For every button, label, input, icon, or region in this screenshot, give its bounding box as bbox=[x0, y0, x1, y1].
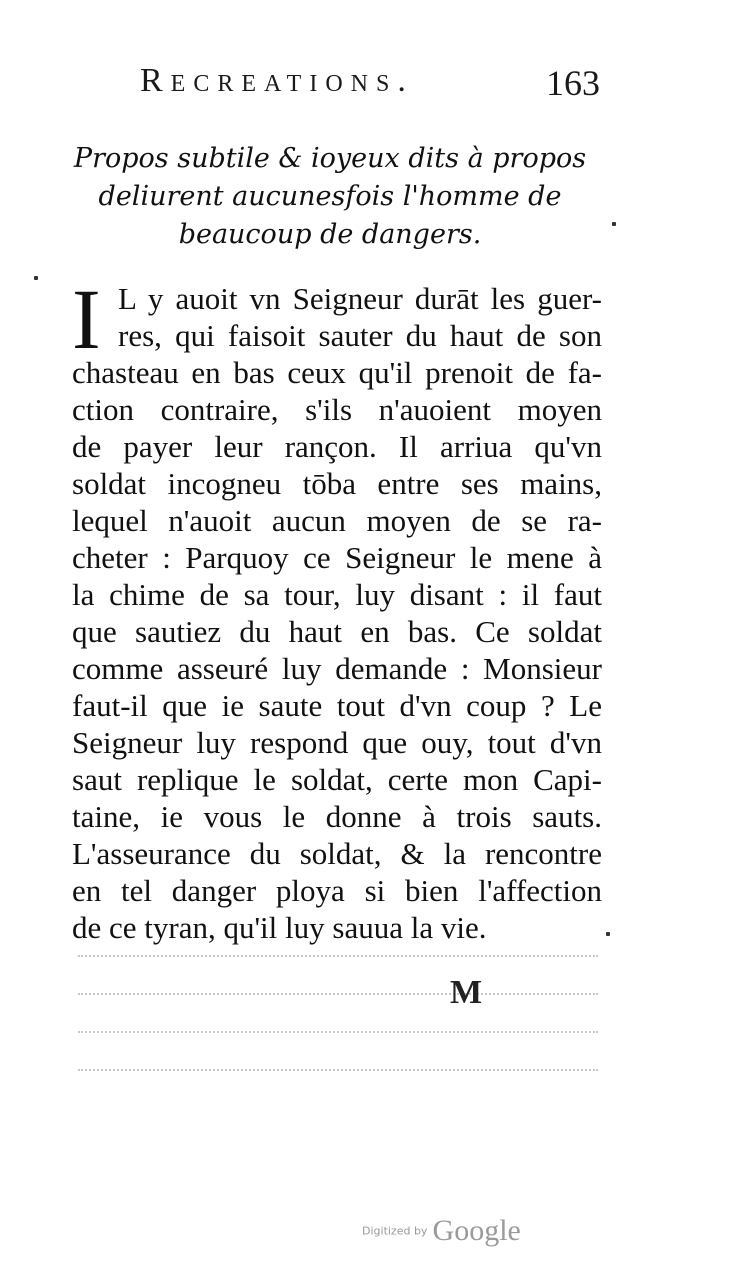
page-number: 163 bbox=[546, 63, 600, 103]
heading-line: beaucoup de dangers. bbox=[178, 219, 482, 250]
body-line: L y auoit vn Seigneur durāt les guer- bbox=[118, 281, 602, 316]
ink-speck bbox=[34, 276, 38, 280]
google-logo: Google bbox=[432, 1214, 521, 1247]
body-line: taine, ie vous le donne à trois sauts. bbox=[72, 799, 602, 834]
ink-speck bbox=[612, 222, 616, 226]
signature-mark: M bbox=[450, 974, 483, 1011]
body-line: ction contraire, s'ils n'auoient moyen bbox=[72, 392, 602, 427]
body-line: L'asseurance du soldat, & la rencontre bbox=[72, 836, 602, 871]
body-line: en tel danger ploya si bien l'affection bbox=[72, 873, 602, 908]
body-line: chasteau en bas ceux qu'il prenoit de fa- bbox=[72, 355, 602, 390]
digitized-watermark bbox=[362, 1214, 521, 1248]
show-through-line bbox=[78, 955, 598, 960]
show-through-line bbox=[78, 1031, 598, 1036]
drop-cap: I bbox=[72, 271, 101, 367]
ink-speck bbox=[606, 932, 610, 936]
section-heading bbox=[60, 140, 600, 254]
body-line: cheter : Parquoy ce Seigneur le mene à bbox=[72, 540, 602, 575]
body-paragraph bbox=[72, 271, 602, 946]
body-line: de ce tyran, qu'il luy sauua la vie. bbox=[72, 910, 487, 945]
running-title: Recreations. bbox=[140, 62, 414, 99]
body-line: de payer leur rançon. Il arriua qu'vn bbox=[72, 429, 602, 464]
show-through-line bbox=[78, 1069, 598, 1074]
body-line: Seigneur luy respond que ouy, tout d'vn bbox=[72, 725, 602, 760]
body-line: comme asseuré luy demande : Monsieur bbox=[72, 651, 602, 686]
heading-line: Propos subtile & ioyeux dits à propos bbox=[73, 143, 587, 174]
body-line: que sautiez du haut en bas. Ce soldat bbox=[72, 614, 602, 649]
body-line: saut replique le soldat, certe mon Capi- bbox=[72, 762, 602, 797]
body-line: soldat incogneu tōba entre ses mains, bbox=[72, 466, 602, 501]
watermark-prefix: Digitized by bbox=[362, 1224, 428, 1238]
heading-line: deliurent aucunesfois l'homme de bbox=[98, 181, 562, 212]
body-line: faut-il que ie saute tout d'vn coup ? Le bbox=[72, 688, 602, 723]
show-through-line bbox=[78, 993, 598, 998]
body-line: lequel n'auoit aucun moyen de se ra- bbox=[72, 503, 602, 538]
body-line: la chime de sa tour, luy disant : il faut bbox=[72, 577, 602, 612]
body-line: res, qui faisoit sauter du haut de son bbox=[118, 318, 602, 353]
running-head bbox=[140, 62, 600, 106]
